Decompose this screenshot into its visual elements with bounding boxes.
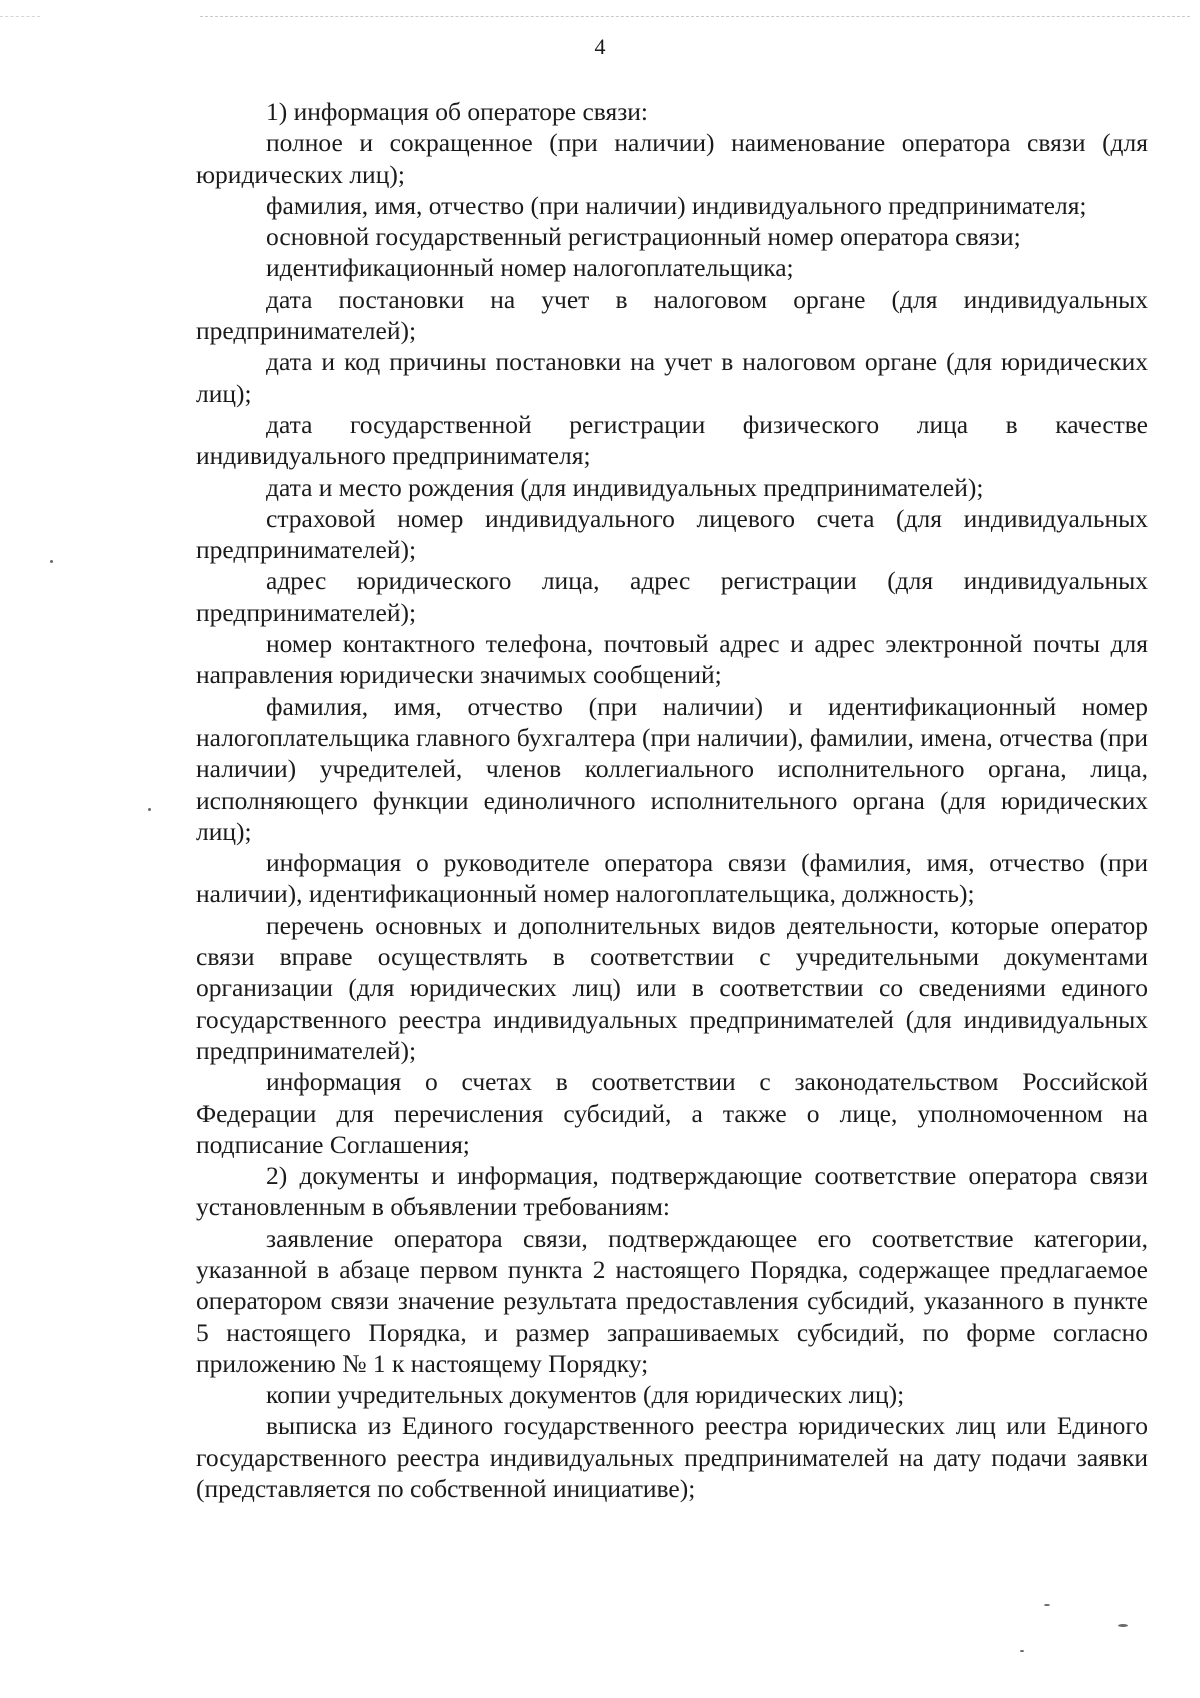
paragraph: 2) документы и информация, подтверждающие соответствие оператора связи установленным в объявлении требованиям: (196, 1161, 1148, 1222)
scan-speck (50, 560, 53, 563)
paragraph: идентификационный номер налогоплательщика; (266, 253, 794, 283)
paragraph: перечень основных и дополнительных видов деятельности, которые оператор связи вправе осуществлять в соответствии с учредительными документами организации (для юридических лиц) или в соответствии со сведениями единого государственного реестра индивидуальных предпринимателей (для индивидуальных предпринимателей); (196, 910, 1148, 1065)
paragraph: страховой номер индивидуального лицевого счета (для индивидуальных предпринимателей); (196, 503, 1148, 565)
paragraph: дата постановки на учет в налоговом органе (для индивидуальных предпринимателей); (196, 284, 1148, 346)
paragraph: дата и код причины постановки на учет в налоговом органе (для юридических лиц); (196, 347, 1148, 408)
paragraph: номер контактного телефона, почтовый адрес и адрес электронной почты для направления юридически значимых сообщений; (196, 629, 1148, 690)
paragraph: копии учредительных документов (для юридических лиц); (266, 1380, 905, 1410)
paragraph: фамилия, имя, отчество (при наличии) и идентификационный номер налогоплательщика главного бухгалтера (при наличии), фамилии, имена, отчества (при наличии) учредителей, членов коллегиального исполнительного органа, лица, исполняющего функции единоличного исполнительного органа (для юридических лиц); (196, 691, 1148, 846)
paragraph: выписка из Единого государственного реестра юридических лиц или Единого государственного реестра индивидуальных предпринимателей на дату подачи заявки (представляется по собственной инициативе); (196, 1411, 1148, 1504)
page-number: 4 (594, 34, 606, 59)
paragraph: фамилия, имя, отчество (при наличии) индивидуального предпринимателя; (266, 190, 1087, 220)
paragraph: дата и место рождения (для индивидуальных предпринимателей); (266, 472, 984, 502)
paragraph: адрес юридического лица, адрес регистрации (для индивидуальных предпринимателей); (196, 566, 1148, 627)
scan-edge-mark-left (0, 16, 40, 17)
document-body (196, 96, 1148, 1504)
paragraph: дата государственной регистрации физического лица в качестве индивидуального предпринимателя; (196, 409, 1148, 471)
paragraph: 1) информация об операторе связи: (266, 97, 649, 126)
paragraph: информация о руководителе оператора связи (фамилия, имя, отчество (при наличии), идентификационный номер налогоплательщика, должность); (196, 848, 1148, 909)
paragraph: заявление оператора связи, подтверждающее его соответствие категории, указанной в абзаце первом пункта 2 настоящего Порядка, содержащее предлагаемое оператором связи значение результата предоставления субсидий, указанного в пункте 5 настоящего Порядка, и размер запрашиваемых субсидий, по форме согласно приложению № 1 к настоящему Порядку; (196, 1223, 1148, 1378)
paragraph: информация о счетах в соответствии с законодательством Российской Федерации для перечисления субсидий, а также о лице, уполномоченном на подписание Соглашения; (196, 1067, 1148, 1159)
scan-speck (148, 808, 151, 811)
paragraph: полное и сокращенное (при наличии) наименование оператора связи (для юридических лиц); (196, 128, 1148, 189)
scan-speck (1118, 1624, 1128, 1627)
scan-edge-mark (200, 16, 1190, 17)
paragraph: основной государственный регистрационный номер оператора связи; (266, 222, 1021, 252)
scan-speck (1020, 1650, 1024, 1652)
scan-speck (1044, 1604, 1050, 1606)
